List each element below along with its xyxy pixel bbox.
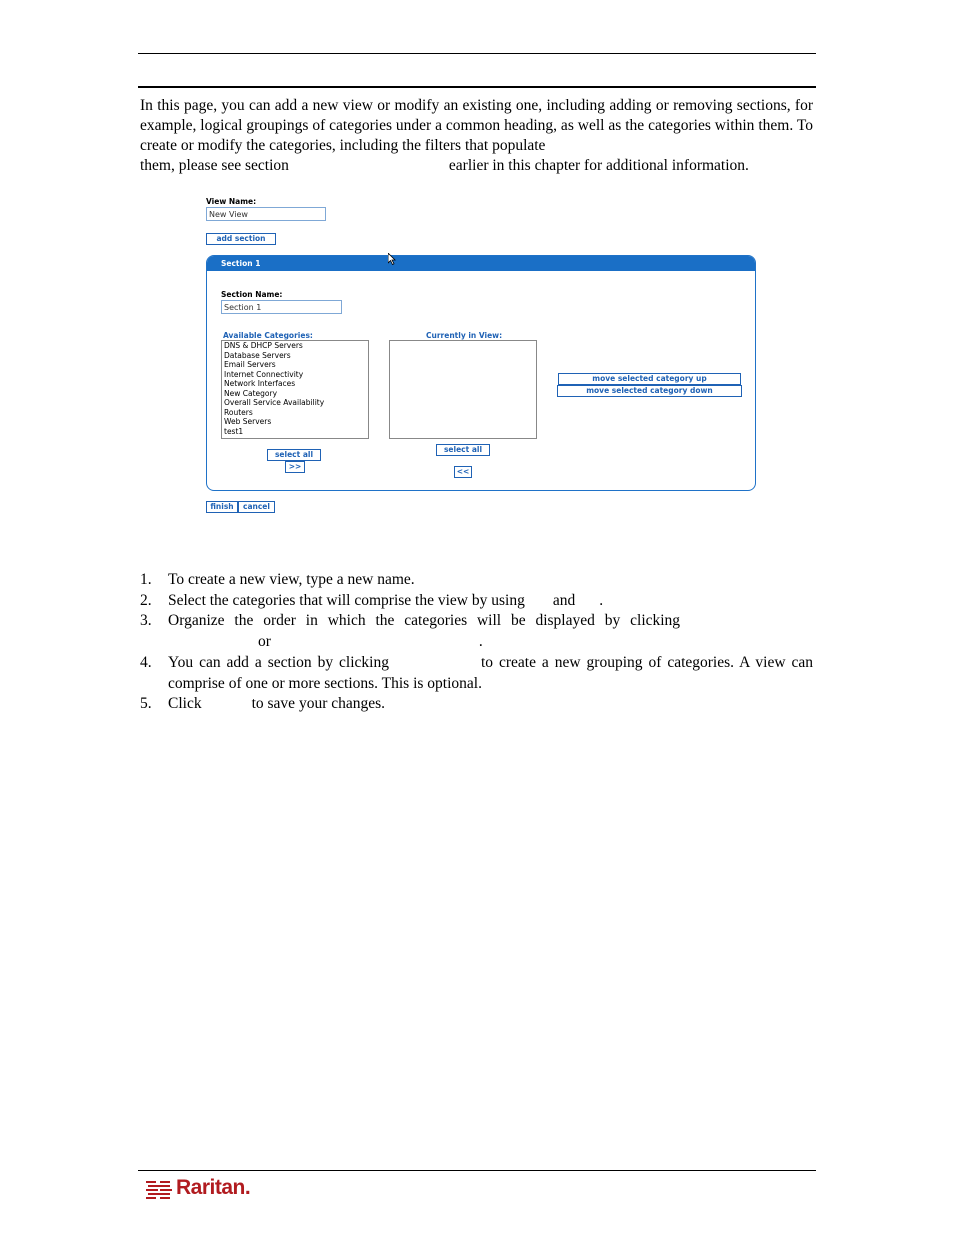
step-text-end: . <box>478 633 483 651</box>
move-category-up-button[interactable]: move selected category up <box>558 373 741 385</box>
step-text: Organize the order in which the categories will be displayed by clicking <box>168 612 681 630</box>
section-panel <box>206 255 756 491</box>
select-all-current-button[interactable]: select all <box>436 444 490 456</box>
intro-text-a: them, please see section <box>140 157 289 174</box>
header-rule-top <box>138 53 816 54</box>
intro-paragraph <box>140 96 813 176</box>
step-number: 2. <box>140 591 152 609</box>
header-rule-bottom <box>138 86 816 88</box>
step-text-end: . <box>599 591 604 609</box>
list-item[interactable]: Overall Service Availability <box>224 398 325 407</box>
step-1 <box>140 570 813 591</box>
step-text-b: to create a new grouping of categories. A view can comprise of one or more sections. This is optional. <box>168 653 813 692</box>
intro-text: In this page, you can add a new view or modify an existing one, including adding or removing sections, for example, logical groupings of categories under a common heading, as well as the categories within them. To create or modify the categories, including the filters that populate <box>140 97 813 154</box>
add-to-view-button[interactable]: >> <box>285 461 305 473</box>
list-item[interactable]: test1 <box>224 426 244 436</box>
list-item[interactable]: Internet Connectivity <box>224 369 304 379</box>
remove-from-view-button[interactable]: << <box>454 466 472 478</box>
section-header: Section 1 <box>207 256 755 271</box>
select-all-available-button[interactable]: select all <box>267 449 321 461</box>
step-text-b: to save your changes. <box>251 695 386 713</box>
available-categories-label: Available Categories: <box>223 331 313 340</box>
list-item[interactable]: DNS & DHCP Servers <box>224 341 303 350</box>
step-number: 4. <box>140 653 152 671</box>
raritan-logo-icon <box>146 1178 176 1202</box>
list-item[interactable]: Web Servers <box>224 417 272 426</box>
footer-rule <box>138 1170 816 1171</box>
currently-in-view-label: Currently in View: <box>426 331 503 340</box>
step-number: 5. <box>140 695 152 713</box>
section-name-label: Section Name: <box>221 290 283 299</box>
mouse-pointer-icon <box>388 253 396 265</box>
step-text: Select the categories that will comprise the view by using <box>168 591 525 609</box>
step-number: 1. <box>140 571 152 588</box>
cancel-button[interactable]: cancel <box>238 501 275 513</box>
list-item[interactable]: Network Interfaces <box>224 379 296 388</box>
available-categories-list[interactable] <box>221 340 369 439</box>
step-3 <box>140 611 813 652</box>
list-item[interactable]: Routers <box>224 407 253 417</box>
intro-last-line <box>140 156 813 176</box>
steps-list <box>140 570 813 715</box>
step-text: To create a new view, type a new name. <box>168 571 415 588</box>
step-text: Click <box>168 695 202 713</box>
step-text: You can add a section by clicking <box>168 653 389 671</box>
list-item[interactable]: Database Servers <box>224 350 291 360</box>
step-4 <box>140 653 813 694</box>
view-name-label: View Name: <box>206 197 257 206</box>
view-name-input[interactable]: New View <box>206 207 326 221</box>
step-5 <box>140 694 813 715</box>
step-text-and: and <box>552 591 576 609</box>
finish-button[interactable]: finish <box>206 501 238 513</box>
step-number: 3. <box>140 612 152 630</box>
view-editor-screenshot <box>204 193 761 518</box>
step-2 <box>140 591 813 612</box>
raritan-logo-text: Raritan. <box>176 1176 251 1199</box>
currently-in-view-list[interactable] <box>389 340 537 439</box>
step-text-or: or <box>258 633 271 651</box>
list-item[interactable]: Email Servers <box>224 360 276 369</box>
move-category-down-button[interactable]: move selected category down <box>557 385 742 397</box>
section-name-input[interactable]: Section 1 <box>221 300 342 314</box>
list-item[interactable]: New Category <box>224 388 278 398</box>
intro-text-b: earlier in this chapter for additional information. <box>448 157 749 174</box>
add-section-button[interactable]: add section <box>206 233 276 245</box>
